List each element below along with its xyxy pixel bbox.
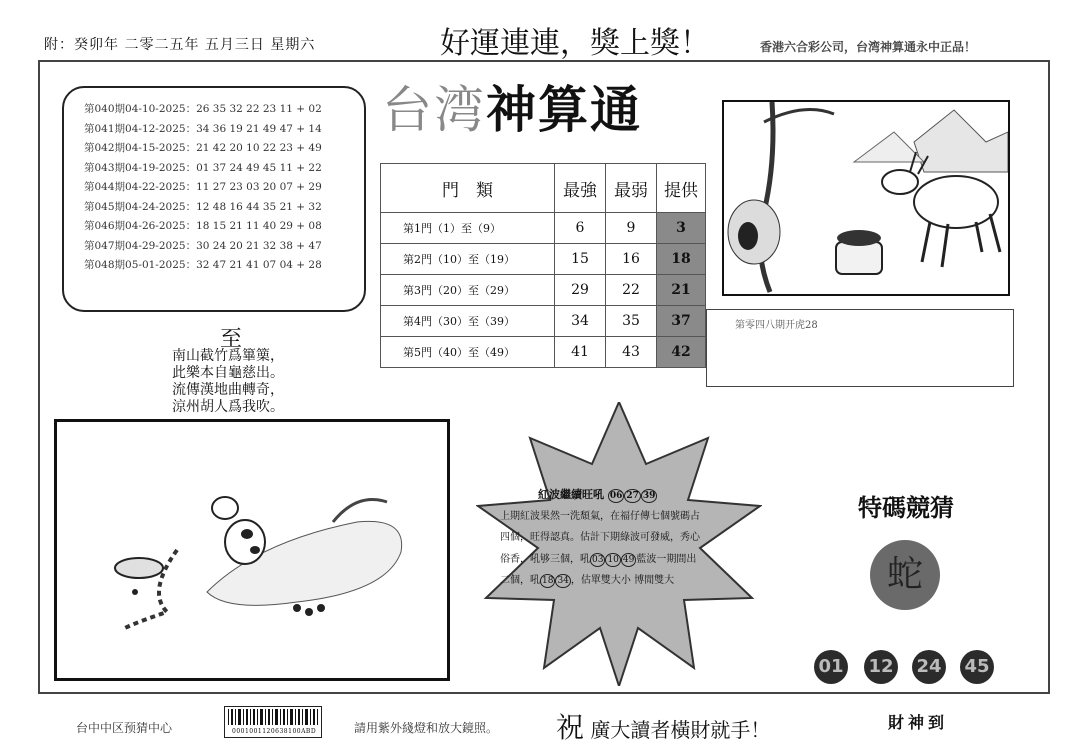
header-note: 香港六合彩公司，台湾神算通永中正品！ xyxy=(760,40,977,54)
strong-cell: 6 xyxy=(555,213,606,244)
footer-source: 台中中区预猜中心 xyxy=(76,721,173,735)
brand-title xyxy=(382,78,642,142)
frequency-table xyxy=(380,163,706,368)
provide-cell: 18 xyxy=(657,244,706,275)
dog-spot xyxy=(241,529,253,539)
weak-cell: 9 xyxy=(606,213,657,244)
pebble xyxy=(317,604,325,612)
strong-cell: 41 xyxy=(555,337,606,368)
poem-line: 此樂本自龜慈出。 xyxy=(172,365,284,381)
table-row xyxy=(381,337,706,368)
dog-illustration xyxy=(54,419,450,681)
provide-cell: 37 xyxy=(657,306,706,337)
dog-head xyxy=(212,497,238,519)
starburst-heading-text: 紅波繼續旺吼 xyxy=(538,488,604,501)
dog-drawing xyxy=(57,422,447,678)
barcode-bars xyxy=(225,707,321,727)
starburst-line-part: 藍波一期間出 xyxy=(636,553,697,565)
col-weak: 最弱 xyxy=(606,164,657,213)
dog-spot xyxy=(250,546,260,554)
starburst-heading xyxy=(538,484,740,506)
food-bowl xyxy=(115,558,163,578)
poem-line: 流傳漢地曲轉奇， xyxy=(172,382,284,398)
ox-body xyxy=(914,176,998,228)
number-ball: 45 xyxy=(960,650,994,684)
range-cell: 第5門（40）至（49） xyxy=(381,337,555,368)
strong-cell: 15 xyxy=(555,244,606,275)
strong-cell: 34 xyxy=(555,306,606,337)
zodiac-disc: 蛇 xyxy=(870,540,940,610)
number-ball: 12 xyxy=(864,650,898,684)
circled-number: 10 xyxy=(607,554,619,565)
history-row: 第047期04-29-2025：30 24 20 21 32 38 + 47 xyxy=(84,239,322,252)
branch xyxy=(333,500,387,523)
ox-illustration xyxy=(722,100,1010,296)
poem-line: 南山截竹爲篳篥， xyxy=(172,348,284,364)
range-cell: 第1門（1）至（9） xyxy=(381,213,555,244)
poem xyxy=(172,348,284,416)
poem-title: 至 xyxy=(220,327,243,352)
circled-number: 03 xyxy=(592,554,604,565)
starburst-text xyxy=(500,484,740,592)
mountain-shape xyxy=(914,110,1008,172)
history-row: 第043期04-19-2025：01 37 24 49 45 11 + 22 xyxy=(84,161,322,174)
history-row: 第045期04-24-2025：12 48 16 44 35 21 + 32 xyxy=(84,200,322,213)
ox-head xyxy=(882,170,918,194)
weak-cell: 22 xyxy=(606,275,657,306)
number-ball: 24 xyxy=(912,650,946,684)
table-header-row xyxy=(381,164,706,213)
basket-fruit xyxy=(837,230,881,246)
provide-cell: 3 xyxy=(657,213,706,244)
pebble xyxy=(132,589,138,595)
col-strong: 最強 xyxy=(555,164,606,213)
ox-drawing xyxy=(724,102,1008,294)
provide-cell: 42 xyxy=(657,337,706,368)
pebble xyxy=(305,608,313,616)
pebble xyxy=(293,604,301,612)
weak-cell: 35 xyxy=(606,306,657,337)
blessing-char: 祝 xyxy=(556,711,585,744)
blessing-text: 廣大讀者橫財就手！ xyxy=(590,718,771,742)
col-provide: 提供 xyxy=(657,164,706,213)
starburst-line-part: ，估單雙大小 博閒雙大 xyxy=(570,575,675,586)
col-category: 門 類 xyxy=(381,164,555,213)
history-results-box xyxy=(62,86,366,312)
provide-cell: 21 xyxy=(657,275,706,306)
table-row xyxy=(381,244,706,275)
issue-date: 附：癸卯年 二零二五年 五月三日 星期六 xyxy=(44,37,316,53)
history-row: 第041期04-12-2025：34 36 19 21 49 47 + 14 xyxy=(84,122,322,135)
starburst-line: 四個，旺得認真。估計下期綠波可發威，秀心 xyxy=(500,532,700,543)
range-cell: 第2門（10）至（19） xyxy=(381,244,555,275)
starburst-line-part: 二個，吼 xyxy=(500,575,540,586)
circled-number: 27 xyxy=(626,491,639,501)
brand-title-light: 台湾 xyxy=(382,81,486,139)
header-slogan: 好運連連，獎上獎！ xyxy=(440,26,710,61)
special-guess-title: 特碼競猜 xyxy=(858,493,954,522)
basket xyxy=(836,242,882,274)
footer-instruction: 請用紫外綫燈和放大鏡照。 xyxy=(354,721,499,735)
table-row xyxy=(381,275,706,306)
circled-number: 49 xyxy=(622,554,635,565)
history-row: 第044期04-22-2025：11 27 23 03 20 07 + 29 xyxy=(84,181,322,193)
poem-line: 涼州胡人爲我吹。 xyxy=(172,399,284,415)
weak-cell: 16 xyxy=(606,244,657,275)
starburst-line xyxy=(500,570,740,592)
table-row xyxy=(381,306,706,337)
strong-cell: 29 xyxy=(555,275,606,306)
circled-number: 06 xyxy=(609,491,623,501)
footer-blessing xyxy=(556,706,770,746)
circled-number: 18 xyxy=(542,576,554,586)
weak-cell: 43 xyxy=(606,337,657,368)
brand-title-bold: 神算通 xyxy=(486,80,642,139)
starburst-line xyxy=(500,549,740,571)
rock-hole xyxy=(738,222,758,250)
history-row: 第040期04-10-2025：26 35 32 22 23 11 + 02 xyxy=(84,103,322,115)
barcode-number: 0001001120638100ABD xyxy=(232,728,317,735)
latest-draw-box: 第零四八期开虎28 xyxy=(706,309,1014,387)
footer-fortune: 財神到 xyxy=(888,713,949,732)
table-row xyxy=(381,213,706,244)
history-row: 第046期04-26-2025：18 15 21 11 40 29 + 08 xyxy=(84,220,322,232)
range-cell: 第4門（30）至（39） xyxy=(381,306,555,337)
circled-number: 34 xyxy=(557,576,569,586)
starburst-line-part: 俗香，吼够三個，吼 xyxy=(500,553,590,565)
circled-number: 39 xyxy=(642,491,656,501)
starburst-line: 上期紅波果然一洗頹氣，在福仔傳七個號碼占 xyxy=(500,510,700,522)
history-row: 第048期05-01-2025：32 47 21 41 07 04 + 28 xyxy=(84,259,322,271)
tree-trunk xyxy=(760,102,773,292)
range-cell: 第3門（20）至（29） xyxy=(381,275,555,306)
dog-body xyxy=(225,520,265,564)
number-ball: 01 xyxy=(814,650,848,684)
history-row: 第042期04-15-2025：21 42 20 10 22 23 + 49 xyxy=(84,142,322,154)
